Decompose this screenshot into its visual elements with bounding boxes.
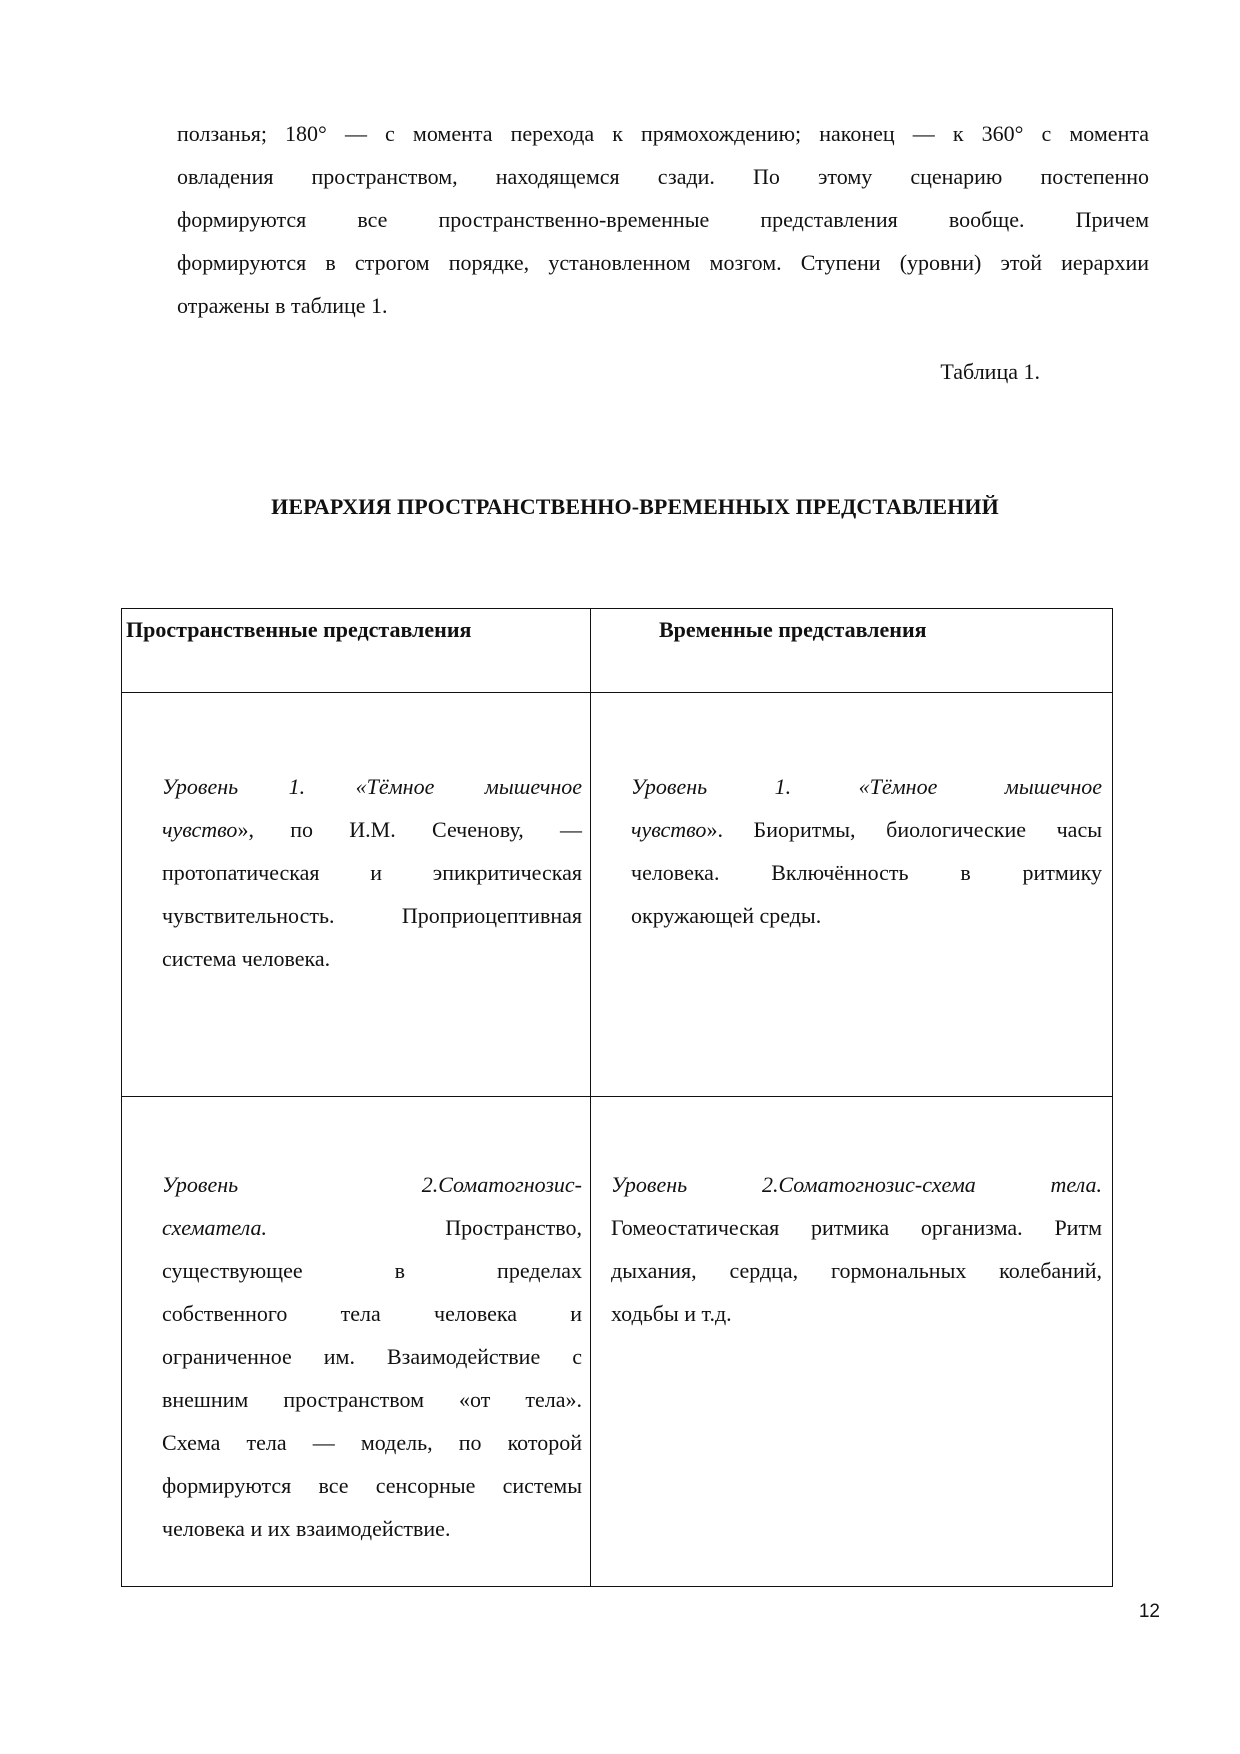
cell-line: [162, 1206, 582, 1249]
cell-text-fragment: Пространство,: [445, 1215, 582, 1240]
cell-italic-fragment: чувство: [631, 817, 707, 842]
hierarchy-table: [121, 608, 1113, 1587]
cell-line: ограниченное им. Взаимодействие с: [162, 1344, 582, 1369]
cell-line: ходьбы и т.д.: [611, 1301, 732, 1326]
intro-paragraph: [177, 112, 1149, 327]
cell-text-fragment: ». Биоритмы, биологические часы: [706, 817, 1102, 842]
cell-line: человека и их взаимодействие.: [162, 1516, 451, 1541]
table-header-row: [122, 609, 1113, 693]
cell-line: человека. Включённость в ритмику: [631, 860, 1102, 885]
intro-line: отражены в таблице 1.: [177, 293, 388, 318]
cell-line: чувствительность. Проприоцептивная: [162, 903, 582, 928]
cell-line: формируются все сенсорные системы: [162, 1473, 582, 1498]
cell-spatial-level-1: [122, 693, 591, 1097]
intro-line: овладения пространством, находящемся сзади. По этому сценарию постепенно: [177, 164, 1149, 189]
cell-text-fragment: », по И.М. Сеченову, —: [237, 817, 582, 842]
cell-line: Уровень 2.Соматогнозис-: [162, 1172, 582, 1197]
cell-line: система человека.: [162, 946, 331, 971]
cell-line: Схема тела — модель, по которой: [162, 1430, 582, 1455]
header-spatial-label: Пространственные представления: [126, 617, 472, 642]
cell-line: дыхания, сердца, гормональных колебаний,: [611, 1258, 1102, 1283]
header-cell-temporal: [591, 609, 1113, 693]
cell-line: Уровень 1. «Тёмное мышечное: [631, 774, 1102, 799]
header-cell-spatial: [122, 609, 591, 693]
cell-line: собственного тела человека и: [162, 1301, 582, 1326]
header-temporal-label: Временные представления: [659, 617, 927, 642]
cell-temporal-level-2: [591, 1097, 1113, 1587]
cell-line: протопатическая и эпикритическая: [162, 860, 582, 885]
cell-line: окружающей среды.: [631, 903, 822, 928]
cell-italic-fragment: схематела.: [162, 1215, 267, 1240]
cell-line: существующее в пределах: [162, 1258, 582, 1283]
cell-line: Уровень 2.Соматогнозис-схема тела.: [611, 1172, 1102, 1197]
cell-line: Уровень 1. «Тёмное мышечное: [162, 774, 582, 799]
intro-line: формируются все пространственно-временные представления вообще. Причем: [177, 207, 1149, 232]
cell-line: Гомеостатическая ритмика организма. Ритм: [611, 1215, 1102, 1240]
cell-line: [631, 808, 1102, 851]
cell-line: [162, 808, 582, 851]
intro-line: ползанья; 180° — с момента перехода к прямохождению; наконец — к 360° с момента: [177, 121, 1149, 146]
table-row-level-1: [122, 693, 1113, 1097]
cell-line: внешним пространством «от тела».: [162, 1387, 582, 1412]
cell-italic-fragment: чувство: [162, 817, 238, 842]
table-title: ИЕРАРХИЯ ПРОСТРАНСТВЕННО-ВРЕМЕННЫХ ПРЕДСТАВЛЕНИЙ: [271, 494, 999, 519]
page-number: 12: [1138, 1601, 1160, 1622]
table-label: Таблица 1.: [940, 359, 1040, 384]
table-row-level-2: [122, 1097, 1113, 1587]
cell-temporal-level-1: [591, 693, 1113, 1097]
intro-line: формируются в строгом порядке, установленном мозгом. Ступени (уровни) этой иерархии: [177, 250, 1149, 275]
cell-spatial-level-2: [122, 1097, 591, 1587]
